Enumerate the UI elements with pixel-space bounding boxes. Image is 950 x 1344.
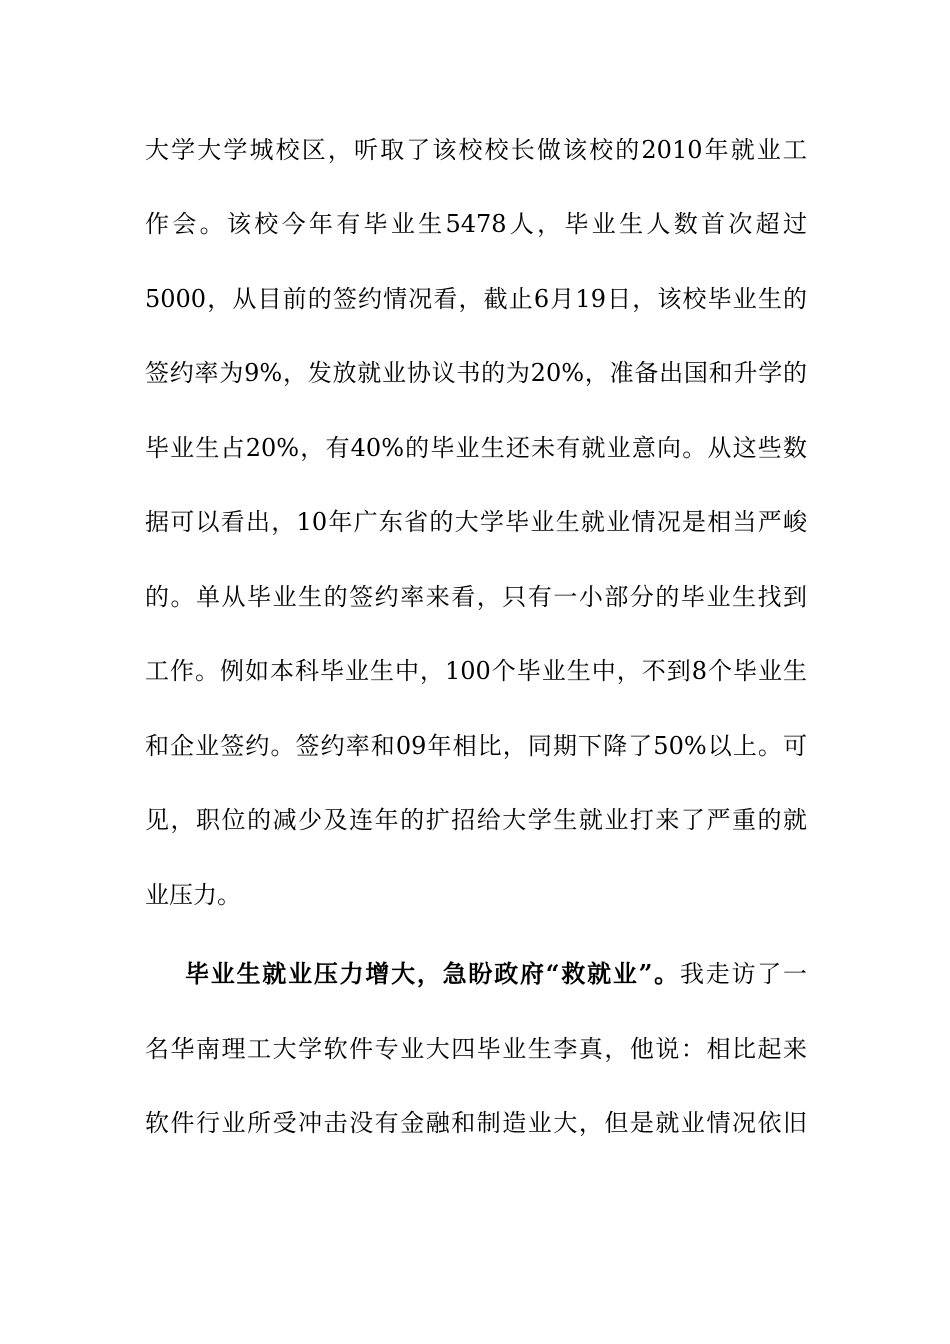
paragraph-line: 据可以看出，10年广东省的大学毕业生就业情况是相当严峻 bbox=[145, 508, 807, 536]
paragraph-line: 毕业生占20%，有40%的毕业生还未有就业意向。从这些数 bbox=[145, 434, 807, 462]
paragraph-line: 的。单从毕业生的签约率来看，只有一小部分的毕业生找到 bbox=[145, 583, 807, 611]
paragraph-line: 作会。该校今年有毕业生5478人，毕业生人数首次超过 bbox=[145, 210, 807, 238]
paragraph-line: 软件行业所受冲击没有金融和制造业大，但是就业情况依旧 bbox=[145, 1109, 807, 1137]
paragraph-first-line bbox=[185, 954, 807, 994]
paragraph-line: 工作。例如本科毕业生中，100个毕业生中，不到8个毕业生 bbox=[145, 657, 807, 685]
paragraph-line-rest: 我走访了一 bbox=[679, 960, 808, 988]
paragraph-line: 和企业签约。签约率和09年相比，同期下降了50%以上。可 bbox=[145, 732, 807, 760]
paragraph-line: 签约率为9%，发放就业协议书的为20%，准备出国和升学的 bbox=[145, 359, 807, 387]
paragraph-line: 5000，从目前的签约情况看，截止6月19日，该校毕业生的 bbox=[145, 285, 807, 313]
paragraph-line: 见，职位的减少及连年的扩招给大学生就业打来了严重的就 bbox=[145, 806, 807, 834]
paragraph-line: 业压力。 bbox=[145, 881, 241, 909]
paragraph-line: 名华南理工大学软件专业大四毕业生李真，他说：相比起来 bbox=[145, 1035, 807, 1063]
section-heading: 毕业生就业压力增大，急盼政府“救就业”。 bbox=[185, 959, 680, 988]
paragraph-line: 大学大学城校区，听取了该校校长做该校的2010年就业工 bbox=[145, 136, 807, 164]
